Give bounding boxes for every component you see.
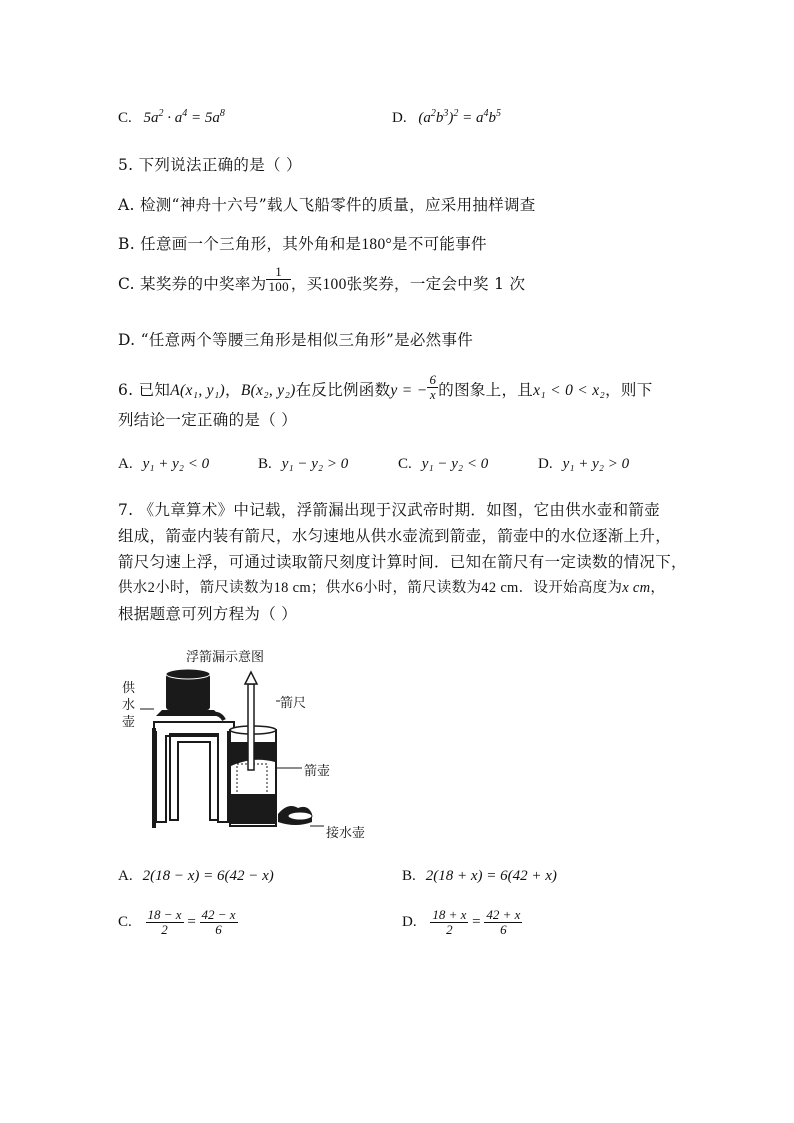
q5-option-b: B. 任意画一个三角形，其外角和是180°是不可能事件 xyxy=(118,235,487,253)
q6-option-b: B. y₁ − y₂ > 0 xyxy=(258,456,349,472)
label-receiving-pot: 接水壶 xyxy=(326,826,366,841)
label-ruler: 箭尺 xyxy=(280,696,307,711)
label-arrow-pot: 箭壶 xyxy=(304,764,331,779)
q5-stem: 5. 下列说法正确的是（ ） xyxy=(118,156,302,174)
q5-option-a: A. 检测“神舟十六号”载人飞船零件的质量，应采用抽样调查 xyxy=(118,196,536,214)
q7-stem-line2: 组成，箭壶内装有箭尺，水匀速地从供水壶流到箭壶，箭壶中的水位逐渐上升， xyxy=(118,527,672,545)
q5-option-d: D. “任意两个等腰三角形是相似三角形”是必然事件 xyxy=(118,331,474,349)
fraction: $\frac{1}{100}$ xyxy=(268,263,289,294)
water-clock-illustration xyxy=(140,664,340,844)
fraction: $\frac{42 - x}{6}$ xyxy=(201,907,236,937)
fraction: $\frac{18 - x}{2}$ xyxy=(147,907,182,937)
option-letter: D. xyxy=(392,110,407,126)
q6-option-c: C. y₁ − y₂ < 0 xyxy=(398,456,489,472)
fraction: $\frac{6}{x}$ xyxy=(429,371,437,402)
fraction: $\frac{42 + x}{6}$ xyxy=(486,907,521,937)
q7-option-d: D. $\frac{18 + x}{2}$ = $\frac{42 + x}{6}$ xyxy=(402,907,521,937)
q5-option-c: C. 某奖券的中奖率为 $\frac{1}{100}$ ，买100张奖券，一定会中奖 1 次 xyxy=(118,263,526,294)
q6-stem-line2: 列结论一定正确的是（ ） xyxy=(118,411,298,429)
q7-stem-line1: 7. 《九章算术》中记载，浮箭漏出现于汉武帝时期．如图，它由供水壶和箭壶 xyxy=(118,501,661,519)
fraction: $\frac{18 + x}{2}$ xyxy=(432,907,467,937)
figure-title: 浮箭漏示意图 xyxy=(186,650,265,665)
q7-option-b: B. 2(18 + x) = 6(42 + x) xyxy=(402,868,557,884)
option-letter: C. xyxy=(118,110,132,126)
label-supply-pot: 供 水 壶 xyxy=(122,681,136,730)
q4-option-c xyxy=(118,108,225,127)
q7-stem-line5: 根据题意可列方程为（ ） xyxy=(118,605,298,623)
q6-option-a: A. y₁ + y₂ < 0 xyxy=(118,456,210,472)
q4-option-d-expression: $(a^2b^3)^2 = a^4b^5$ xyxy=(418,108,501,126)
q7-stem-line3: 箭尺匀速上浮，可通过读取箭尺刻度计算时间．已知在箭尺有一定读数的情况下， xyxy=(118,553,687,571)
q7-stem-line4: 供水2小时，箭尺读数为18 cm；供水6小时，箭尺读数为42 cm．设开始高度为x cm， xyxy=(118,580,666,596)
q6-option-d: D. y₁ + y₂ > 0 xyxy=(538,456,630,472)
q6-stem-line1: 6. 已知A(x₁, y₁)，B(x₂, y₂)在反比例函数y = − $\frac{6}{x}$ 的图象上，且x₁ < 0 < x₂，则下 xyxy=(118,371,653,402)
q7-option-a: A. 2(18 − x) = 6(42 − x) xyxy=(118,868,274,884)
q7-option-c: C. $\frac{18 - x}{2}$ = $\frac{42 - x}{6}$ xyxy=(118,907,236,937)
q4-option-c-expression: $5a^2 \cdot a^4 = 5a^8$ xyxy=(143,108,225,126)
q4-option-d xyxy=(392,108,501,127)
